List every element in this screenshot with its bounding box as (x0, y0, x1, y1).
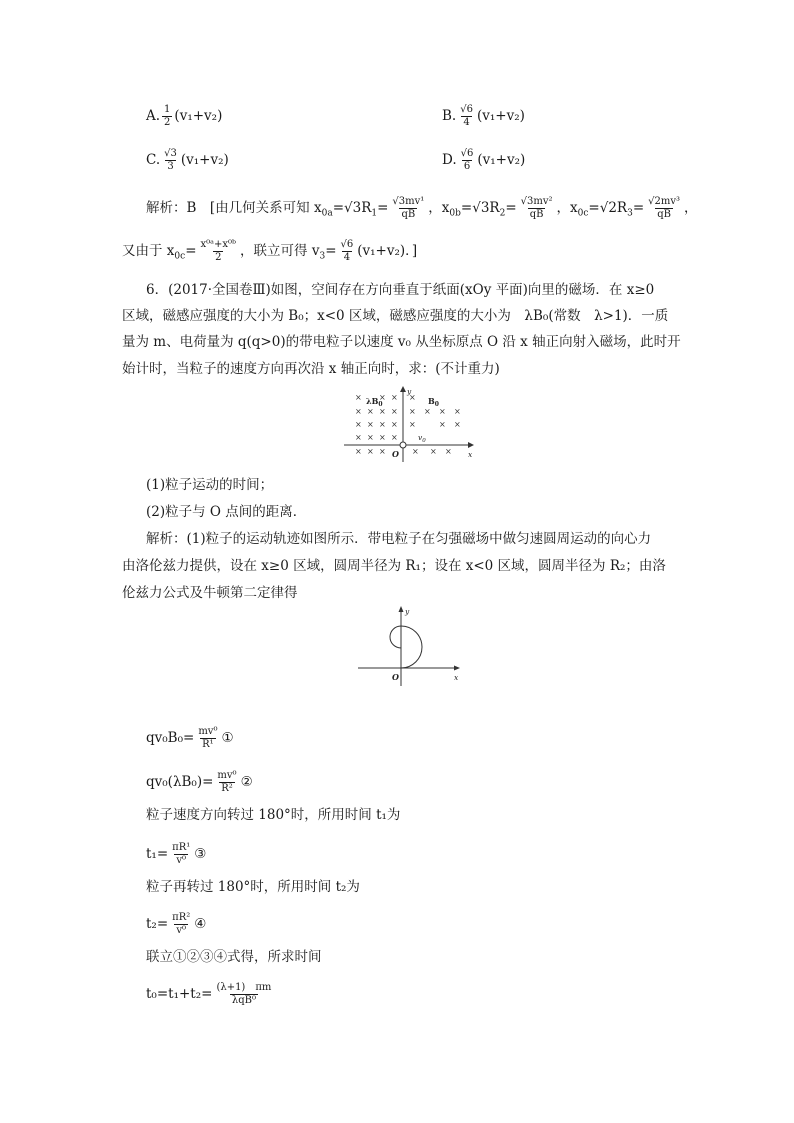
traj-x-arrow (454, 666, 460, 671)
eq5-fraction: $\frac{(\lambda+1) \pi m}{\text{λqB⁰}}$ (216, 982, 272, 1006)
field-cross-mark: × (430, 447, 437, 456)
field-cross-mark: × (379, 433, 386, 442)
equation-5 (146, 982, 275, 1007)
eq1-fraction: $\frac{\text{mv⁰}}{\text{R¹}}$ (198, 726, 218, 750)
trajectory-small-arc (390, 626, 401, 648)
field-cross-mark: × (445, 447, 452, 456)
eq3-lhs: t₁= (146, 846, 169, 862)
field-cross-mark: × (379, 420, 386, 429)
option-d-label: D. (442, 152, 457, 168)
field-cross-mark: × (412, 447, 419, 456)
option-a-fraction: $\frac{1}{2}$ (164, 104, 171, 128)
option-a-label: A. (146, 108, 161, 124)
option-d-tail: (v₁+v₂) (477, 152, 526, 168)
sol-mid2: ，x (556, 200, 578, 216)
q6-answer-line3: 伦兹力公式及牛顿第二定律得 (122, 585, 298, 601)
equation-1 (146, 726, 234, 751)
sol-frac3: $\frac{\text{√2mv³}}{qB}$ (648, 196, 680, 220)
option-d-fraction: $\frac{√6}{6}$ (460, 148, 474, 172)
traj-label-x: x (454, 673, 459, 682)
sol-prefix: 解析：B [由几何关系可知 x (146, 200, 322, 216)
eq5-lhs: t₀=t₁+t₂= (146, 986, 213, 1002)
field-cross-mark: × (367, 447, 374, 456)
eq2-tag: ② (240, 774, 253, 790)
q6-sub1: (1)粒子运动的时间； (146, 477, 274, 493)
sol-eq2-eq: = (505, 200, 517, 216)
field-cross-mark: × (439, 420, 446, 429)
field-cross-mark: × (355, 393, 362, 402)
option-b-label: B. (442, 108, 457, 124)
q6-sub2: (2)粒子与 O 点间的距离． (146, 504, 307, 520)
sol2-sub3: 3 (319, 251, 326, 262)
field-cross-mark: × (409, 407, 416, 416)
q5-solution-line2 (122, 239, 417, 264)
field-cross-mark: × (391, 393, 398, 402)
sol-sub-0c: 0c (577, 208, 589, 219)
field-cross-mark: × (367, 433, 374, 442)
equation-4 (146, 912, 206, 937)
label-lambda-b0: $\lambda B_0$ (366, 396, 383, 408)
sol-eq2: =√3R (460, 200, 500, 216)
t1-text: 粒子速度方向转过 180°时，所用时间 t₁为 (146, 807, 401, 823)
y-axis-arrow (400, 386, 406, 392)
option-b (442, 104, 525, 129)
field-cross-mark: × (409, 393, 416, 402)
eq4-tag: ④ (194, 916, 207, 932)
label-v0: $v_0$ (418, 433, 426, 444)
trajectory-figure (356, 604, 466, 688)
q6-line1: 6．(2017·全国卷Ⅲ)如图，空间存在方向垂直于纸面(xOy 平面)向里的磁场．在 x≥0 (146, 282, 655, 298)
eq2-fraction: $\frac{\text{mv⁰}}{\text{R²}}$ (217, 770, 237, 794)
field-cross-mark: × (355, 420, 362, 429)
sol2-frac1: $\frac{\text{x⁰ᵃ+x⁰ᵇ}}{2}$ (200, 239, 237, 263)
label-y: y (407, 387, 412, 396)
sol-sub-0b: 0b (449, 208, 461, 219)
q6-line4: 始计时，当粒子的速度方向再次沿 x 轴正向时，求：(不计重力) (122, 361, 500, 377)
field-cross-mark: × (379, 447, 386, 456)
trajectory-large-arc (401, 626, 422, 668)
x-axis-arrow (468, 442, 474, 448)
sol-eq3: =√2R (588, 200, 628, 216)
eq1-lhs: qv₀B₀= (146, 730, 195, 746)
origin-particle (400, 442, 406, 448)
option-d (442, 148, 525, 173)
field-cross-mark: × (355, 407, 362, 416)
equation-3 (146, 842, 206, 867)
field-cross-mark: × (439, 407, 446, 416)
traj-label-y: y (405, 607, 410, 616)
option-b-fraction: $\frac{√6}{4}$ (460, 104, 473, 128)
eq2-lhs: qv₀(λB₀)= (146, 774, 214, 790)
field-cross-mark: × (391, 433, 398, 442)
q6-answer-line2: 由洛伦兹力提供，设在 x≥0 区域，圆周半径为 R₁；设在 x<0 区域，圆周半径为 R₂；由洛 (122, 558, 666, 574)
eq1-tag: ① (221, 730, 234, 746)
option-c-fraction: $\frac{√3}{3}$ (164, 148, 177, 172)
field-cross-mark: × (454, 420, 461, 429)
field-cross-mark: × (355, 447, 362, 456)
field-cross-mark: × (379, 393, 386, 402)
sol-frac1: $\frac{\text{√3mv¹}}{qB}$ (392, 196, 425, 220)
field-cross-mark: × (391, 420, 398, 429)
sol-eq1-eq: = (377, 200, 389, 216)
option-a (146, 104, 222, 129)
sol2-sub: 0c (174, 251, 186, 262)
eq3-fraction: $\frac{\text{πR¹}}{\text{v⁰}}$ (172, 842, 191, 866)
field-cross-mark: × (454, 407, 461, 416)
field-cross-mark: × (367, 420, 374, 429)
join-text: 联立①②③④式得，所求时间 (146, 949, 322, 965)
sol2-eq: = (185, 243, 197, 259)
eq4-fraction: $\frac{\text{πR²}}{\text{v⁰}}$ (172, 912, 191, 936)
sol2-eq2: = (325, 243, 337, 259)
equation-2 (146, 770, 253, 795)
field-cross-mark: × (409, 420, 416, 429)
eq4-lhs: t₂= (146, 916, 169, 932)
field-cross-mark: × (379, 407, 386, 416)
field-cross-mark: × (355, 433, 362, 442)
sol-eq1: =√3R (332, 200, 372, 216)
magnetic-field-figure (340, 386, 480, 464)
label-b0: $B_0$ (428, 396, 439, 408)
sol-end1: ， (684, 200, 698, 216)
field-cross-mark: × (424, 407, 431, 416)
field-cross-mark: × (391, 407, 398, 416)
traj-y-arrow (399, 606, 404, 612)
t2-text: 粒子再转过 180°时，所用时间 t₂为 (146, 879, 360, 895)
eq3-tag: ③ (194, 846, 207, 862)
option-c-tail: (v₁+v₂) (180, 152, 229, 168)
sol2-prefix: 又由于 x (122, 243, 175, 259)
sol-frac2: $\frac{\text{√3mv²}}{qB}$ (520, 196, 553, 220)
option-b-tail: (v₁+v₂) (476, 108, 525, 124)
sol-sub-0a: 0a (321, 208, 333, 219)
option-c (146, 148, 229, 173)
label-x: x (468, 450, 473, 459)
option-a-tail: (v₁+v₂) (174, 108, 223, 124)
sol-eq1-sub: 1 (371, 208, 378, 219)
sol-mid1: ，x (428, 200, 450, 216)
traj-label-o: O (392, 672, 399, 682)
sol-eq3-eq: = (632, 200, 645, 216)
sol-eq2-sub: 2 (499, 208, 506, 219)
option-c-label: C. (146, 152, 161, 168)
q5-solution-line1 (146, 196, 698, 221)
q6-line3: 量为 m、电荷量为 q(q>0)的带电粒子以速度 v₀ 从坐标原点 O 沿 x 轴正向射入磁场，此时开 (122, 334, 681, 350)
q6-answer-line1: 解析：(1)粒子的运动轨迹如图所示．带电粒子在匀强磁场中做匀速圆周运动的向心力 (146, 531, 652, 547)
label-o: O (392, 449, 399, 459)
q6-line2: 区域，磁感应强度的大小为 B₀；x<0 区域，磁感应强度的大小为 λB₀(常数 λ>1)．一质 (122, 308, 669, 324)
sol2-end: (v₁+v₂)．] (357, 243, 418, 259)
sol-eq3-sub: 3 (627, 208, 633, 219)
sol2-frac2: $\frac{√6}{4}$ (340, 239, 354, 263)
field-cross-mark: × (367, 407, 374, 416)
sol2-mid: ，联立可得 v (240, 243, 320, 259)
